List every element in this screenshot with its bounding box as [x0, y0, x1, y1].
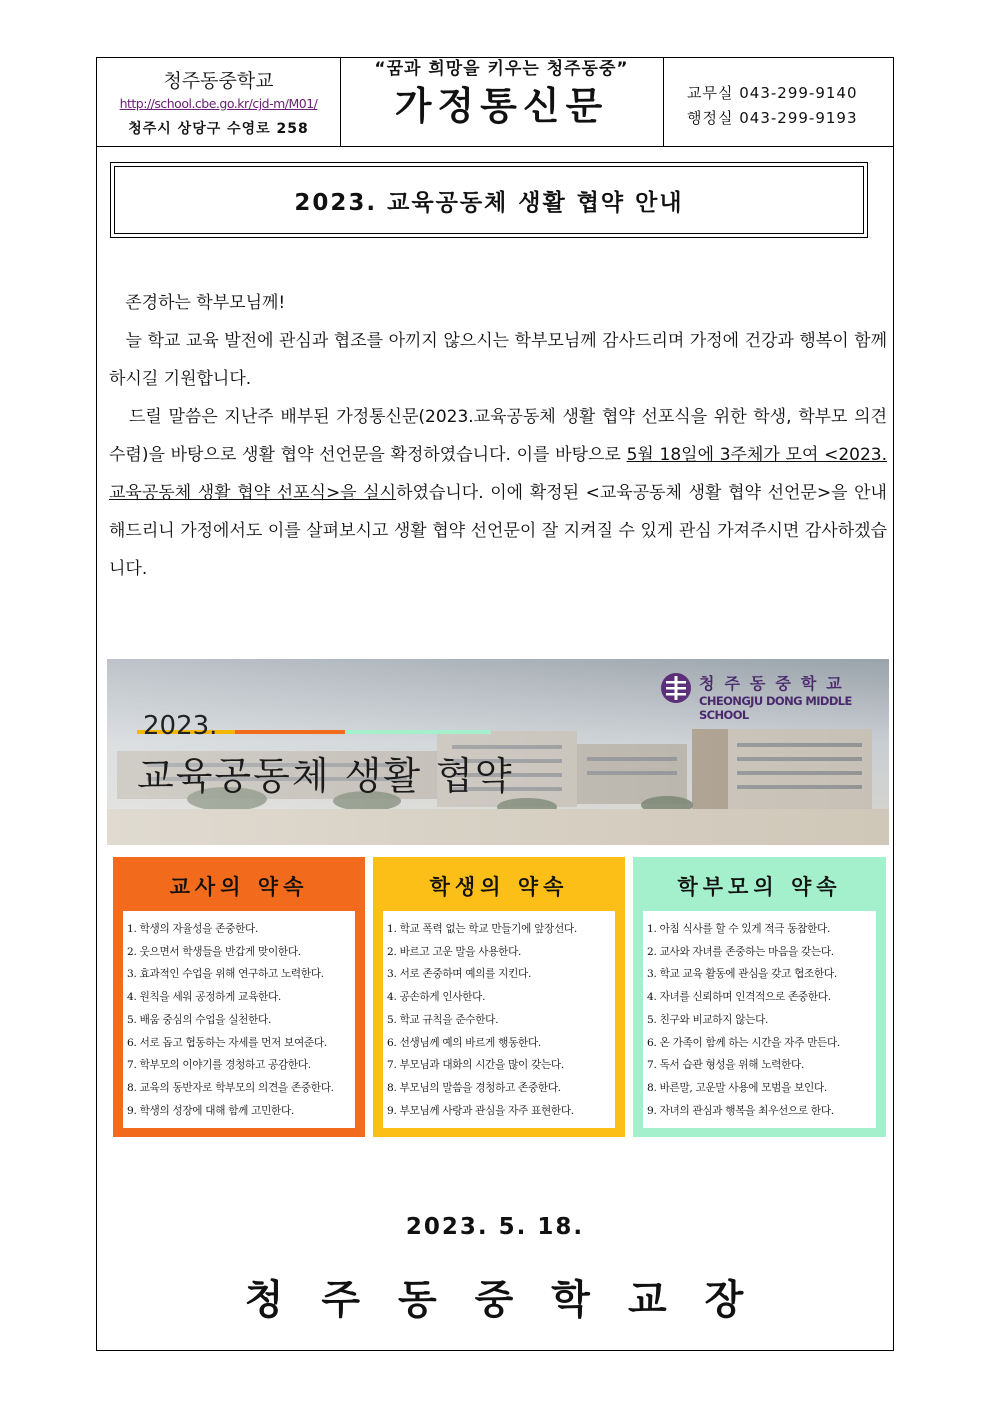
school-emblem-icon [660, 672, 692, 704]
list-item: 6. 온 가족이 함께 하는 시간을 자주 만든다. [647, 1036, 840, 1049]
list-item: 8. 교육의 동반자로 학부모의 의견을 존중한다. [127, 1081, 334, 1094]
list-item: 6. 서로 돕고 협동하는 자세를 먼저 보여준다. [127, 1036, 327, 1049]
banner-logo-name: 청주동중학교 [699, 674, 852, 693]
list-item: 1. 학교 폭력 없는 학교 만들기에 앞장선다. [387, 923, 577, 935]
teacher-promise-list [123, 911, 355, 1128]
student-promise-title: 학생의 약속 [429, 875, 569, 899]
title-box [110, 162, 868, 238]
school-url-link[interactable]: http://school.cbe.go.kr/cjd-m/M01/ [119, 96, 318, 111]
list-item: 4. 공손하게 인사한다. [387, 991, 486, 1004]
parent-promise-list [643, 911, 876, 1128]
title-box-inner [114, 166, 864, 234]
announcement-text-b: 하였습니다. 이에 확정된 <교육공동체 생활 협약 선언문>을 안내해드리니 가정에서도 이를 살펴보시고 생활 협약 선언문이 잘 지켜질 수 있게 관심 가져주시면 감사하겠습니다. [109, 483, 887, 579]
school-name: 청주동중학교 [163, 70, 274, 92]
list-item: 7. 학부모의 이야기를 경청하고 공감한다. [127, 1059, 311, 1072]
issue-date: 2023. 5. 18. [405, 1214, 585, 1240]
list-item: 3. 서로 존중하며 예의를 지킨다. [387, 968, 532, 981]
list-item: 9. 자녀의 관심과 행복을 최우선으로 한다. [647, 1104, 834, 1117]
list-item: 8. 바른말, 고운말 사용에 모범을 보인다. [647, 1081, 827, 1094]
school-address: 청주시 상당구 수영로 258 [128, 121, 309, 137]
list-item: 5. 친구와 비교하지 않는다. [647, 1013, 769, 1026]
list-item: 2. 웃으면서 학생들을 반갑게 맞이한다. [127, 945, 301, 958]
list-item: 5. 학교 규칙을 준수한다. [387, 1013, 499, 1026]
list-item: 4. 원칙을 세워 공정하게 교육한다. [127, 991, 281, 1004]
list-item: 5. 배움 중심의 수업을 실천한다. [127, 1013, 272, 1026]
list-item: 2. 교사와 자녀를 존중하는 마음을 갖는다. [647, 945, 834, 958]
parent-promise-title: 학부모의 약속 [677, 875, 842, 899]
contact-office: 교무실 043-299-9140 [687, 84, 858, 102]
list-item: 9. 학생의 성장에 대해 함께 고민한다. [127, 1104, 294, 1117]
greeting-paragraph [109, 284, 887, 322]
list-item: 9. 부모님께 사랑과 관심을 자주 표현한다. [387, 1104, 574, 1117]
main-title: 2023. 교육공동체 생활 협약 안내 [294, 189, 684, 216]
announcement-text-underlined: 5월 18일에 3주체가 모여 <2023. 교육공동체 생활 협약 선포식>을 실시 [109, 445, 887, 503]
newsletter-header [97, 58, 893, 147]
intro-paragraph [109, 322, 887, 398]
banner-title: 교육공동체 생활 협약 [137, 754, 514, 798]
newsletter-title-cell [340, 58, 664, 146]
contact-admin: 행정실 043-299-9193 [687, 109, 858, 127]
parent-promise-card [633, 857, 886, 1137]
list-item: 7. 부모님과 대화의 시간을 많이 갖는다. [387, 1059, 564, 1072]
school-info-cell [97, 58, 341, 146]
list-item: 7. 독서 습관 형성을 위해 노력한다. [647, 1059, 805, 1072]
student-promise-list [383, 911, 615, 1128]
newsletter-title: 가정통신문 [394, 84, 609, 128]
banner-year: 2023. [143, 711, 218, 741]
newsletter-frame [96, 57, 894, 1351]
announcement-text-a: 드릴 말씀은 지난주 배부된 가정통신문(2023.교육공동체 생활 협약 선포식을 위한 학생, 학부모 의견 수렴)을 바탕으로 생활 협약 선언문을 확정하였습니다. 이를 바탕으로 [109, 407, 887, 465]
list-item: 8. 부모님의 말씀을 경청하고 존중한다. [387, 1081, 561, 1094]
covenant-banner [107, 659, 889, 845]
announcement-paragraph [109, 398, 887, 588]
student-promise-card [373, 857, 625, 1137]
principal-signature: 청주동중학교장 [244, 1276, 782, 1323]
teacher-promise-card [113, 857, 365, 1137]
school-slogan: “꿈과 희망을 키우는 청주동중” [374, 59, 629, 79]
list-item: 6. 선생님께 예의 바르게 행동한다. [387, 1036, 541, 1049]
list-item: 1. 아침 식사를 할 수 있게 적극 동참한다. [647, 923, 831, 935]
list-item: 4. 자녀를 신뢰하며 인격적으로 존중한다. [647, 991, 831, 1004]
list-item: 3. 효과적인 수업을 위해 연구하고 노력한다. [127, 968, 324, 981]
list-item: 1. 학생의 자율성을 존중한다. [127, 923, 259, 935]
list-item: 3. 학교 교육 활동에 관심을 갖고 협조한다. [647, 968, 837, 981]
greeting-text: 존경하는 학부모님께! [125, 293, 286, 313]
list-item: 2. 바르고 고운 말을 사용한다. [387, 945, 522, 958]
intro-text: 늘 학교 교육 발전에 관심과 협조를 아끼지 않으시는 학부모님께 감사드리며 가정에 건강과 행복이 함께 하시길 기원합니다. [109, 331, 887, 389]
banner-logo-english: CHEONGJU DONG MIDDLE SCHOOL [699, 694, 852, 722]
teacher-promise-title: 교사의 약속 [169, 875, 309, 899]
